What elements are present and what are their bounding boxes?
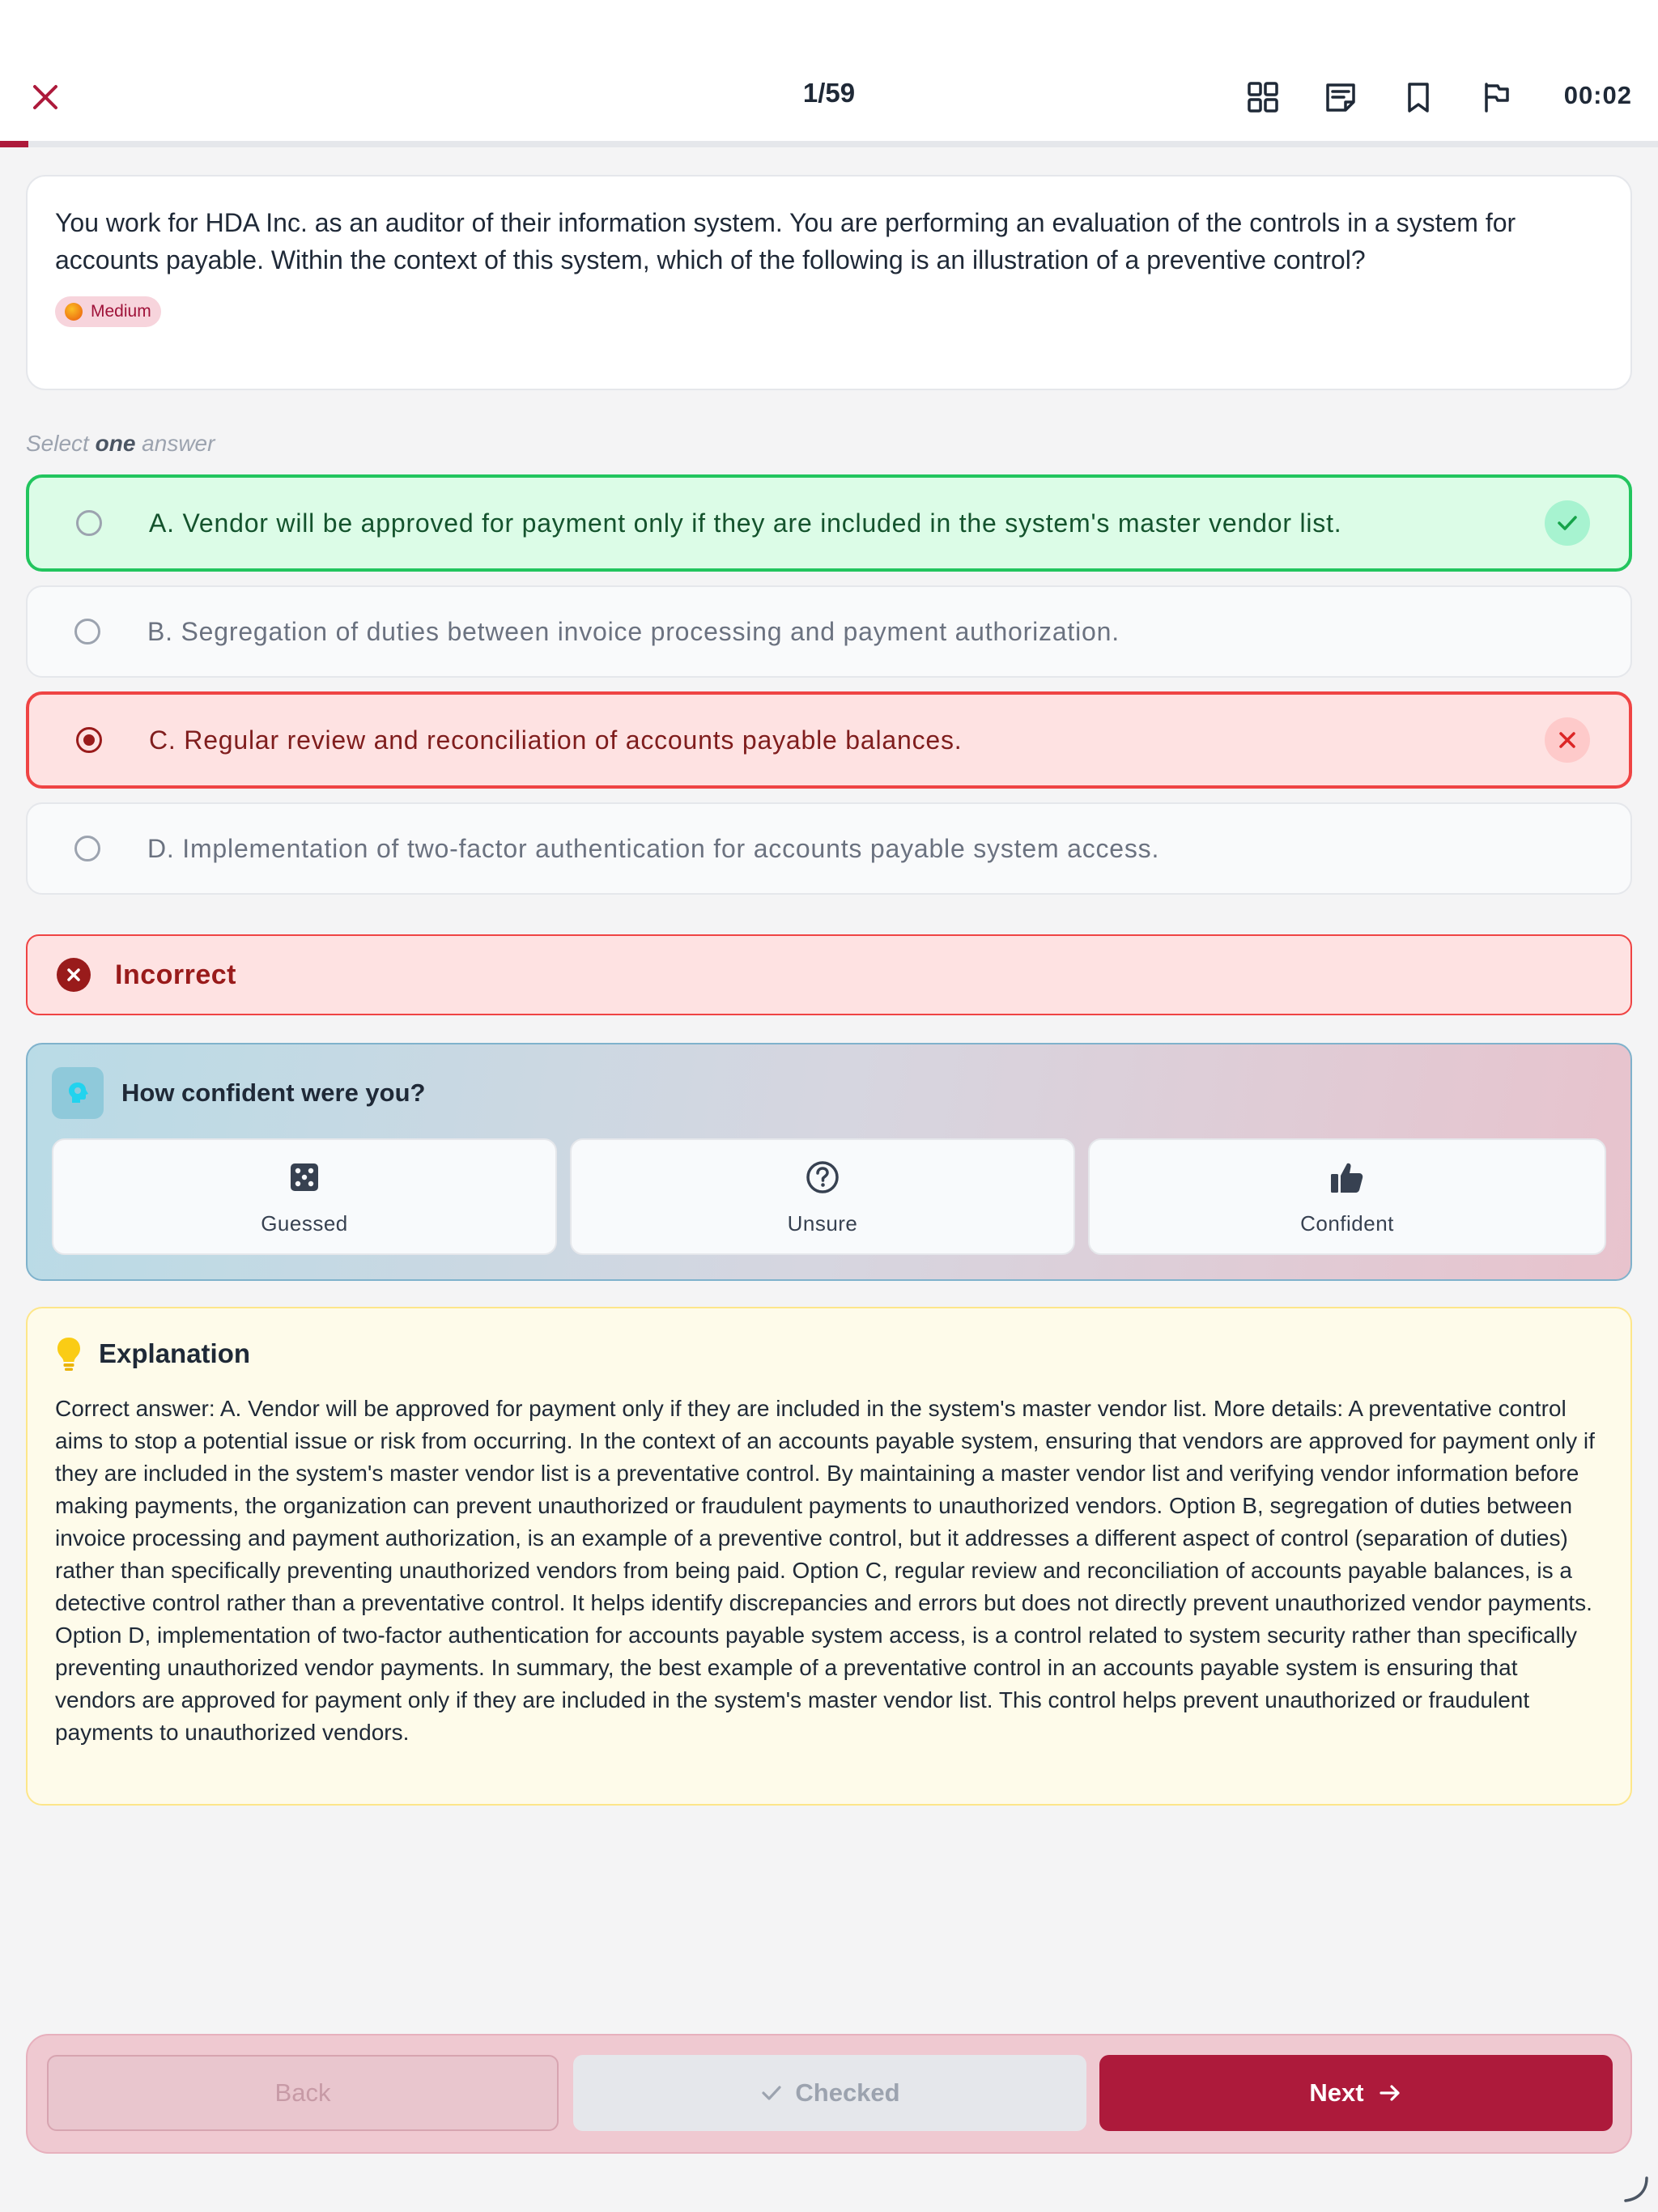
confidence-title: How confident were you? [121, 1078, 426, 1107]
answer-option-label: B. Segregation of duties between invoice processing and payment authorization. [147, 616, 1120, 646]
footer-nav [26, 2034, 1632, 2154]
bookmark-icon [1402, 81, 1435, 113]
next-label: Next [1309, 2078, 1364, 2107]
flag-icon [1480, 81, 1512, 113]
explanation-title: Explanation [99, 1338, 251, 1368]
answer-option-label: C. Regular review and reconciliation of accounts payable balances. [149, 725, 963, 755]
close-icon [32, 83, 59, 111]
thumbs-up-icon [1329, 1159, 1366, 1196]
check-icon [759, 2081, 784, 2105]
bookmark-button[interactable] [1399, 78, 1438, 117]
checked-label: Checked [795, 2078, 900, 2107]
difficulty-label: Medium [91, 302, 151, 321]
brain-icon [52, 1067, 104, 1119]
select-hint-prefix: Select [26, 431, 89, 456]
select-hint-emphasis: one [95, 431, 136, 456]
notes-button[interactable] [1321, 78, 1360, 117]
answer-option-b[interactable] [26, 585, 1632, 678]
wrong-x-icon [1545, 717, 1590, 763]
confidence-confident-button[interactable] [1088, 1138, 1606, 1255]
next-button[interactable] [1099, 2055, 1613, 2131]
confidence-guessed-button[interactable] [52, 1138, 557, 1255]
loading-spinner-icon [1619, 2173, 1652, 2206]
answer-option-c[interactable] [26, 691, 1632, 789]
radio-icon [76, 510, 102, 536]
confidence-guessed-label: Guessed [261, 1210, 348, 1236]
top-bar [0, 0, 1658, 141]
answer-option-a[interactable] [26, 474, 1632, 572]
radio-icon [74, 619, 100, 644]
confidence-unsure-button[interactable] [570, 1138, 1075, 1255]
back-button[interactable]: Back [47, 2055, 559, 2131]
confidence-panel [26, 1043, 1632, 1281]
result-text: Incorrect [115, 959, 236, 990]
difficulty-badge [55, 296, 161, 327]
lightbulb-icon [55, 1336, 83, 1372]
question-card [26, 175, 1632, 390]
confidence-header [52, 1067, 425, 1119]
answer-option-label: A. Vendor will be approved for payment only if they are included in the system's master vendor list. [149, 508, 1342, 538]
question-grid-button[interactable] [1244, 78, 1282, 117]
error-circle-icon [57, 958, 91, 992]
result-banner [26, 934, 1632, 1015]
explanation-text: Correct answer: A. Vendor will be approved for payment only if they are included in the system's master vendor list. More details: A preventative control aims to stop a potential issue or risk from occurring. In the context of an accounts payable system, ensuring that vendors are approved for payment only if they are included in the system's master vendor list is a preventative control. By maintaining a master vendor list and verifying vendor information before making payments, the organization can prevent unauthorized or fraudulent payments to unauthorized vendors. Option B, segregation of duties between invoice processing and payment authorization, is an example of a preventive control, but it addresses a different aspect of control (separation of duties) rather than specifically preventing unauthorized vendors from being paid. Option C, regular review and reconciliation of accounts payable balances, is a detective control rather than a preventative control. It helps identify discrepancies and errors but does not directly prevent unauthorized vendor payments. Option D, implementation of two-factor authentication for accounts payable system access, is a control related to system security rather than specifically preventing unauthorized vendor payments. In summary, the best example of a preventative control in an accounts payable system is ensuring that vendors are approved for payment only if they are included in the system's master vendor list. This control helps prevent unauthorized or fraudulent payments to unauthorized vendors. [55, 1396, 1595, 1745]
timer: 00:02 [1563, 81, 1632, 109]
confidence-confident-label: Confident [1300, 1210, 1394, 1236]
dice-icon [288, 1161, 321, 1193]
explanation-panel [26, 1307, 1632, 1806]
grid-icon [1247, 81, 1279, 113]
flag-button[interactable] [1477, 78, 1516, 117]
close-button[interactable] [28, 79, 63, 115]
progress-fill [0, 141, 28, 147]
question-text: You work for HDA Inc. as an auditor of their information system. You are performing an evaluation of the controls in a system for accounts payable. Within the context of this system, which of the following is an illustration of a preventive control? [55, 208, 1516, 274]
difficulty-dot-icon [65, 303, 83, 321]
radio-icon [74, 836, 100, 861]
checked-button[interactable] [573, 2055, 1086, 2131]
progress-bar [0, 141, 1658, 147]
select-hint-suffix: answer [142, 431, 215, 456]
answer-option-d[interactable] [26, 802, 1632, 895]
radio-selected-icon [76, 727, 102, 753]
question-circle-icon [805, 1159, 840, 1195]
confidence-unsure-label: Unsure [787, 1210, 858, 1236]
arrow-right-icon [1377, 2080, 1403, 2106]
answer-option-label: D. Implementation of two-factor authentication for accounts payable system access. [147, 833, 1160, 863]
question-counter-text: 1/59 [802, 78, 856, 108]
correct-check-icon [1545, 500, 1590, 546]
select-hint [26, 431, 215, 457]
explanation-header [55, 1336, 1603, 1372]
note-icon [1324, 81, 1357, 113]
